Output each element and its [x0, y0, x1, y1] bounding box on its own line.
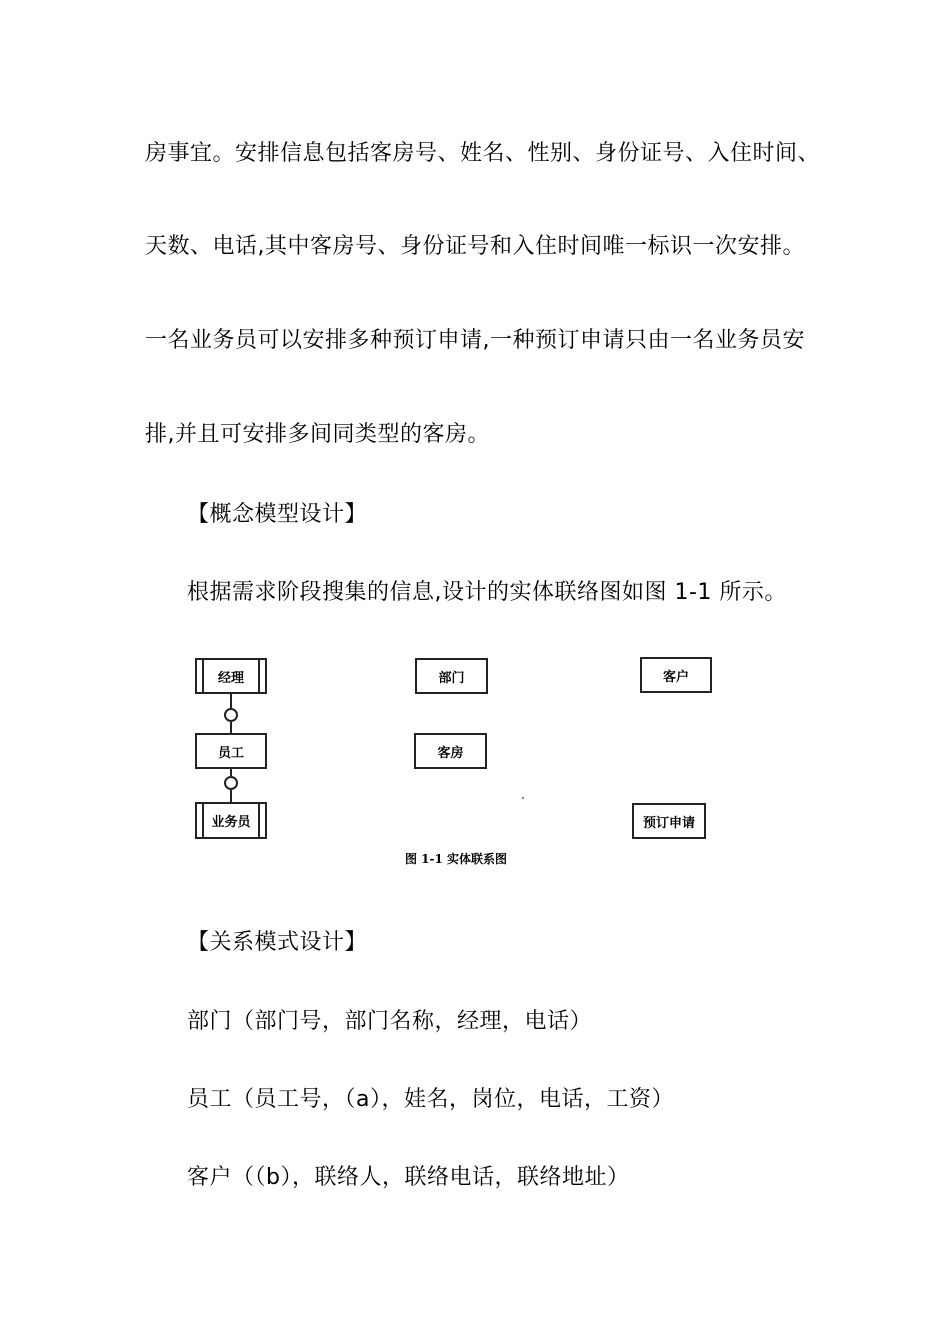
concept-heading: 【概念模型设计】: [187, 502, 368, 527]
connector-line: [230, 790, 232, 802]
scan-speck: [522, 797, 524, 799]
paragraph-line-4: 排,并且可安排多间同类型的客房。: [145, 422, 490, 447]
connector-line: [230, 769, 232, 776]
concept-intro: 根据需求阶段搜集的信息,设计的实体联络图如图 1-1 所示。: [187, 580, 787, 605]
entity-salesperson: 业务员: [195, 802, 267, 839]
entity-employee: 员工: [195, 733, 267, 769]
entity-booking: 预订申请: [632, 803, 706, 839]
paragraph-line-1: 房事宜。安排信息包括客房号、姓名、性别、身份证号、入住时间、: [145, 141, 821, 166]
connector-circle: [224, 776, 238, 790]
figure-caption: 图 1-1 实体联系图: [405, 852, 508, 866]
entity-department: 部门: [415, 658, 488, 694]
paragraph-line-3: 一名业务员可以安排多种预订申请,一种预订申请只由一名业务员安: [145, 328, 805, 353]
relation-employee: 员工（员工号，（a），娃名，岗位，电话，工资）: [187, 1087, 674, 1112]
entity-customer: 客户: [640, 657, 712, 693]
relation-customer: 客户（（b），联络人，联络电话，联络地址）: [187, 1165, 630, 1190]
entity-room: 客房: [414, 733, 487, 769]
er-diagram: [185, 645, 745, 885]
relation-department: 部门（部门号，部门名称，经理，电话）: [187, 1009, 593, 1034]
connector-circle: [224, 708, 238, 722]
relation-heading: 【关系模式设计】: [187, 930, 368, 955]
connector-line: [230, 722, 232, 733]
paragraph-line-2: 天数、电话,其中客房号、身份证号和入住时间唯一标识一次安排。: [145, 234, 805, 259]
entity-manager: 经理: [195, 658, 267, 694]
